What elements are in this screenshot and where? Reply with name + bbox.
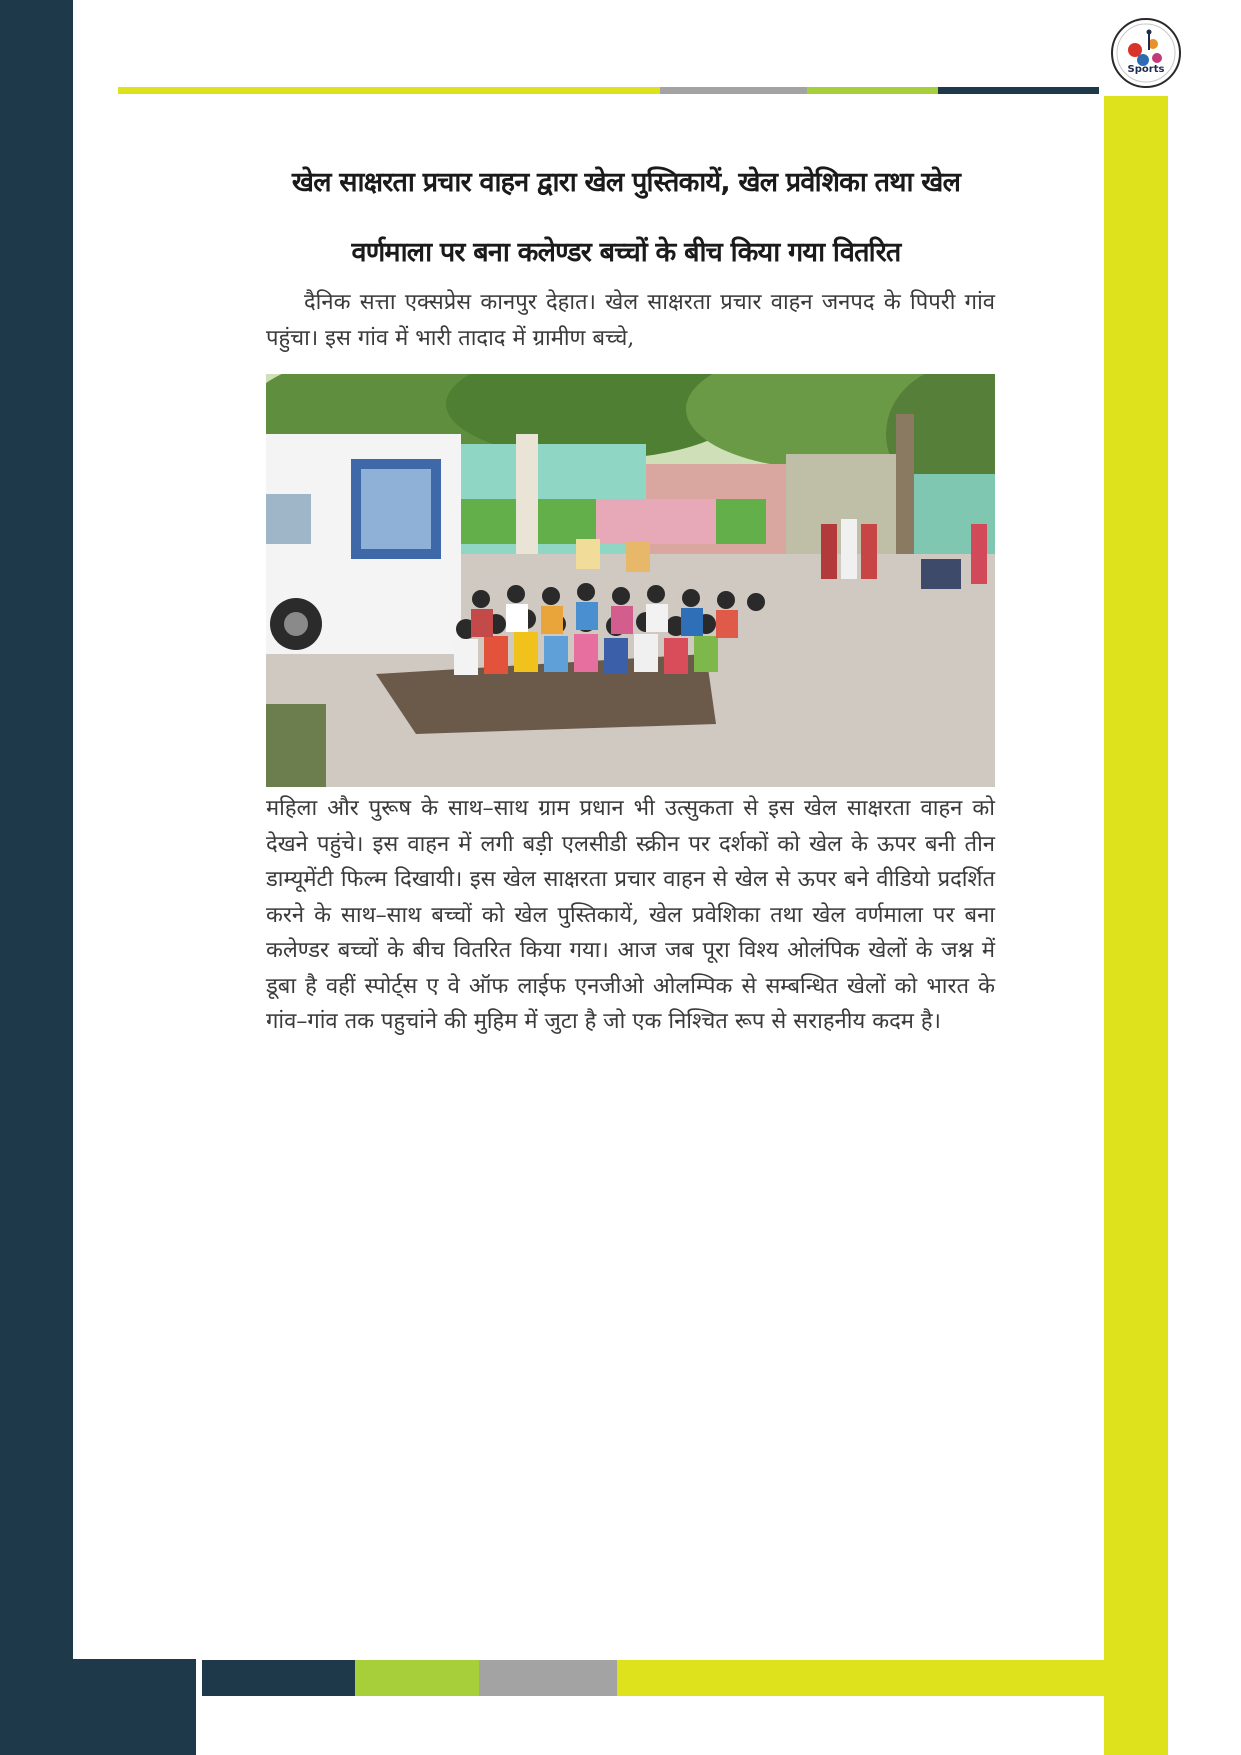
bottom-stripe-lime	[617, 1660, 1131, 1696]
bottom-color-stripes	[202, 1660, 1131, 1696]
article-intro-paragraph: दैनिक सत्ता एक्सप्रेस कानपुर देहात। खेल साक्षरता प्रचार वाहन जनपद के पिपरी गांव पहुंचा। इस गांव में भारी तादाद में ग्रामीण बच्चे,	[266, 290, 995, 351]
village-screening-photo	[266, 374, 995, 787]
left-sidebar-band	[0, 0, 73, 1755]
top-color-stripes	[118, 87, 1099, 94]
article-photo	[266, 374, 995, 787]
sports-logo	[1111, 18, 1181, 88]
bottom-stripe-gray	[479, 1660, 617, 1696]
bottom-left-block	[0, 1659, 196, 1755]
bottom-stripe-navy	[202, 1660, 355, 1696]
logo-label: Sports	[1127, 64, 1165, 75]
bottom-stripe-green	[355, 1660, 479, 1696]
right-accent-band	[1104, 0, 1168, 1755]
article-headline: खेल साक्षरता प्रचार वाहन द्वारा खेल पुस्तिकायें, खेल प्रवेशिका तथा खेल वर्णमाला पर बना कलेण्डर बच्चों के बीच किया गया वितरित	[291, 167, 961, 268]
top-stripe-lime	[118, 87, 660, 94]
sports-emblem-icon	[1113, 20, 1179, 86]
top-stripe-navy	[938, 87, 1099, 94]
article-body-paragraph: महिला और पुरूष के साथ–साथ ग्राम प्रधान भी उत्सुकता से इस खेल साक्षरता वाहन को देखने पहुंचे। इस वाहन में लगी बड़ी एलसीडी स्क्रीन पर दर्शकों को खेल के ऊपर बनी तीन डाम्यूमेंटी फिल्म दिखायी। इस खेल साक्षरता प्रचार वाहन से खेल से ऊपर बने वीडियो प्रदर्शित करने के साथ–साथ बच्चों को खेल पुस्तिकायें, खेल प्रवेशिका तथा खेल वर्णमाला पर बना कलेण्डर बच्चों के बीच वितरित किया गया। आज जब पूरा विश्य ओलंपिक खेलों के जश्न में डूबा है वहीं स्पोर्ट्स ए वे ऑफ लाईफ एनजीओ ओलम्पिक से सम्बन्धित खेलों को भारत के गांव–गांव तक पहुचांने की मुहिम में जुटा है जो एक निश्चित रूप से सराहनीय कदम है।	[266, 796, 995, 1034]
top-stripe-green	[807, 87, 938, 94]
top-stripe-gray	[660, 87, 807, 94]
